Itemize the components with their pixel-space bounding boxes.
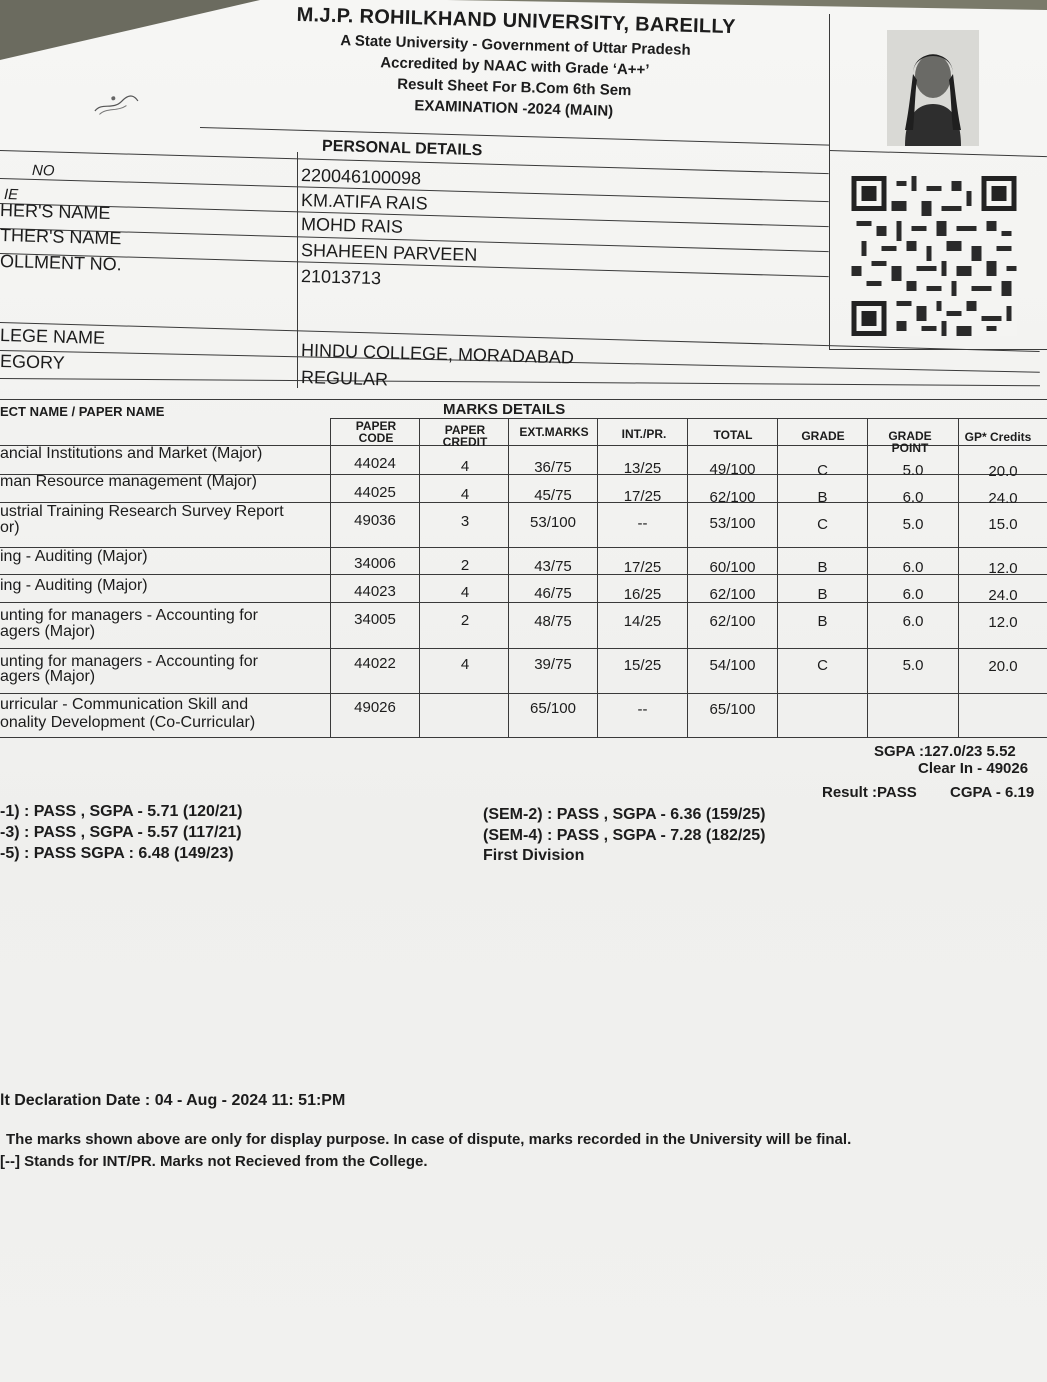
row-code: 34005 xyxy=(354,611,396,628)
row-grade-point: 5.0 xyxy=(902,516,924,533)
result-status: Result :PASS xyxy=(822,784,917,801)
row-gp-credits: 15.0 xyxy=(988,516,1018,533)
rule-personal-r7 xyxy=(0,378,1040,386)
label-college-name: LEGE NAME xyxy=(0,325,106,348)
rule-marks-top xyxy=(0,399,1047,400)
label-name: IE xyxy=(3,186,19,204)
university-name: M.J.P. ROHILKHAND UNIVERSITY, BAREILLY xyxy=(296,3,737,39)
rule-row-8 xyxy=(0,737,1047,738)
value-college-name: HINDU COLLEGE, MORADABAD xyxy=(300,340,575,368)
document-header xyxy=(199,1,832,126)
sem2-result: (SEM-2) : PASS , SGPA - 6.36 (159/25) xyxy=(483,806,766,823)
row-credit: 2 xyxy=(460,612,470,629)
row-int: 15/25 xyxy=(623,657,662,674)
sem5-result: -5) : PASS SGPA : 6.48 (149/23) xyxy=(0,845,234,862)
rule-row-3 xyxy=(0,547,1047,548)
row-credit: 4 xyxy=(460,486,470,503)
int-pr-note: [--] Stands for INT/PR. Marks not Recieved from the College. xyxy=(0,1153,428,1170)
value-roll-no: 220046100098 xyxy=(300,165,422,189)
sgpa-summary: SGPA :127.0/23 5.52 xyxy=(874,743,1016,760)
row-total: 62/100 xyxy=(709,586,756,603)
sem1-result: -1) : PASS , SGPA - 5.71 (120/21) xyxy=(0,803,243,820)
value-category: REGULAR xyxy=(300,367,389,390)
row-ext: 46/75 xyxy=(534,585,572,602)
row-total: 54/100 xyxy=(709,657,756,674)
row-ext: 48/75 xyxy=(534,613,572,630)
university-logo-icon xyxy=(91,89,142,117)
row-subject: ustrial Training Research Survey Report xyxy=(0,503,284,520)
personal-details-title: PERSONAL DETAILS xyxy=(321,137,483,160)
row-code: 49036 xyxy=(354,512,396,529)
row-subject: man Resource management (Major) xyxy=(0,473,257,490)
value-enrollment-no: 21013713 xyxy=(300,266,382,289)
sem4-result: (SEM-4) : PASS , SGPA - 7.28 (182/25) xyxy=(483,827,766,844)
row-int: 13/25 xyxy=(623,460,662,477)
th-paper-credit: PAPER CREDIT xyxy=(442,423,488,449)
value-name: KM.ATIFA RAIS xyxy=(300,190,428,214)
row-total: 60/100 xyxy=(709,559,756,576)
row-gp-credits: 12.0 xyxy=(988,560,1018,577)
rule-row-7 xyxy=(0,693,1047,694)
row-grade-point: 5.0 xyxy=(902,657,924,674)
marks-details-title: MARKS DETAILS xyxy=(443,401,566,418)
row-gp-credits: 24.0 xyxy=(988,587,1018,604)
rule-marks-title-bottom xyxy=(330,418,1047,419)
row-code: 44025 xyxy=(354,484,396,501)
row-grade: C xyxy=(817,516,828,533)
row-subject-line2: agers (Major) xyxy=(0,623,96,640)
row-ext: 53/100 xyxy=(530,514,576,531)
row-int: -- xyxy=(637,701,648,718)
cgpa-value: CGPA - 6.19 xyxy=(950,784,1035,801)
th-grade: GRADE xyxy=(801,429,845,443)
row-ext: 45/75 xyxy=(534,487,572,504)
row-ext: 39/75 xyxy=(534,656,572,673)
disclaimer-note: The marks shown above are only for display purpose. In case of dispute, marks recorded in the University will be final. xyxy=(6,1131,852,1148)
rule-header-bottom xyxy=(200,127,830,146)
row-credit: 4 xyxy=(460,656,470,673)
row-grade: B xyxy=(817,559,828,576)
row-total: 62/100 xyxy=(709,489,756,506)
row-code: 49026 xyxy=(354,699,396,716)
row-int: 17/25 xyxy=(623,488,662,505)
row-subject: ing - Auditing (Major) xyxy=(0,577,148,594)
row-ext: 65/100 xyxy=(530,700,576,717)
row-grade-point: 6.0 xyxy=(902,489,924,506)
th-ext-marks: EXT.MARKS xyxy=(519,425,589,439)
value-mother-name: SHAHEEN PARVEEN xyxy=(300,240,478,265)
division: First Division xyxy=(483,847,585,864)
row-subject: ing - Auditing (Major) xyxy=(0,548,148,565)
label-mother-name: THER'S NAME xyxy=(0,225,122,249)
row-subject: ancial Institutions and Market (Major) xyxy=(0,445,263,462)
rule-photo-bottom xyxy=(829,150,1047,157)
th-grade-point: GRADE POINT xyxy=(888,429,932,455)
row-ext: 36/75 xyxy=(534,459,572,476)
rule-photo-left xyxy=(829,14,830,349)
row-grade-point: 6.0 xyxy=(902,586,924,603)
row-subject: unting for managers - Accounting for xyxy=(0,653,258,670)
row-code: 34006 xyxy=(354,555,396,572)
row-int: 17/25 xyxy=(623,559,662,576)
row-total: 49/100 xyxy=(709,461,756,478)
row-gp-credits: 20.0 xyxy=(988,658,1018,675)
row-ext: 43/75 xyxy=(534,558,572,575)
row-grade: B xyxy=(817,586,828,603)
row-total: 53/100 xyxy=(709,515,756,532)
label-roll-no: NO xyxy=(31,162,55,180)
row-int: 16/25 xyxy=(623,586,662,603)
sem3-result: -3) : PASS , SGPA - 5.57 (117/21) xyxy=(0,824,242,841)
row-subject: urricular - Communication Skill and xyxy=(0,696,249,713)
row-credit: 4 xyxy=(460,584,470,601)
row-gp-credits: 24.0 xyxy=(988,490,1018,507)
row-code: 44023 xyxy=(354,583,396,600)
row-subject-line2: or) xyxy=(0,519,20,536)
header-line-exam: EXAMINATION -2024 (MAIN) xyxy=(414,97,614,120)
row-subject-line2: onality Development (Co-Curricular) xyxy=(0,714,256,731)
row-grade-point: 5.0 xyxy=(902,462,924,479)
label-enrollment-no: OLLMENT NO. xyxy=(0,251,122,275)
row-grade-point: 6.0 xyxy=(902,559,924,576)
rule-personal-divider xyxy=(297,152,298,388)
row-grade: B xyxy=(817,613,828,630)
rule-row-6 xyxy=(0,648,1047,649)
label-category: EGORY xyxy=(0,351,65,373)
row-code: 44024 xyxy=(354,455,396,472)
value-father-name: MOHD RAIS xyxy=(300,214,404,237)
row-int: 14/25 xyxy=(623,613,662,630)
th-int-pr: INT./PR. xyxy=(621,427,667,441)
row-credit: 3 xyxy=(460,513,470,530)
th-subject: ECT NAME / PAPER NAME xyxy=(0,404,165,419)
header-line-result-sheet: Result Sheet For B.Com 6th Sem xyxy=(397,75,632,100)
row-int: -- xyxy=(637,515,648,532)
label-father-name: HER'S NAME xyxy=(0,200,111,224)
row-grade: B xyxy=(817,489,828,506)
row-subject-line2: agers (Major) xyxy=(0,668,96,685)
header-line-naac: Accredited by NAAC with Grade ‘A++’ xyxy=(380,54,650,79)
row-total: 65/100 xyxy=(709,701,756,718)
th-total: TOTAL xyxy=(713,428,753,442)
row-gp-credits: 20.0 xyxy=(988,463,1018,480)
row-grade-point: 6.0 xyxy=(902,613,924,630)
qr-code-icon xyxy=(851,176,1017,336)
row-subject: unting for managers - Accounting for xyxy=(0,607,258,624)
row-grade: C xyxy=(817,462,828,479)
student-photo-icon xyxy=(887,30,979,146)
row-credit: 4 xyxy=(460,458,470,475)
th-gp-credits: GP* Credits xyxy=(964,430,1032,444)
th-paper-code: PAPER CODE xyxy=(355,419,397,445)
row-total: 62/100 xyxy=(709,613,756,630)
row-credit: 2 xyxy=(460,557,470,574)
result-declaration-date: lt Declaration Date : 04 - Aug - 2024 11: 51:PM xyxy=(0,1092,346,1109)
student-photo xyxy=(887,30,979,146)
clear-in: Clear In - 49026 xyxy=(918,760,1029,777)
row-grade: C xyxy=(817,657,828,674)
row-gp-credits: 12.0 xyxy=(988,614,1018,631)
row-code: 44022 xyxy=(354,655,396,672)
header-line-state: A State University - Government of Uttar Pradesh xyxy=(340,32,691,59)
